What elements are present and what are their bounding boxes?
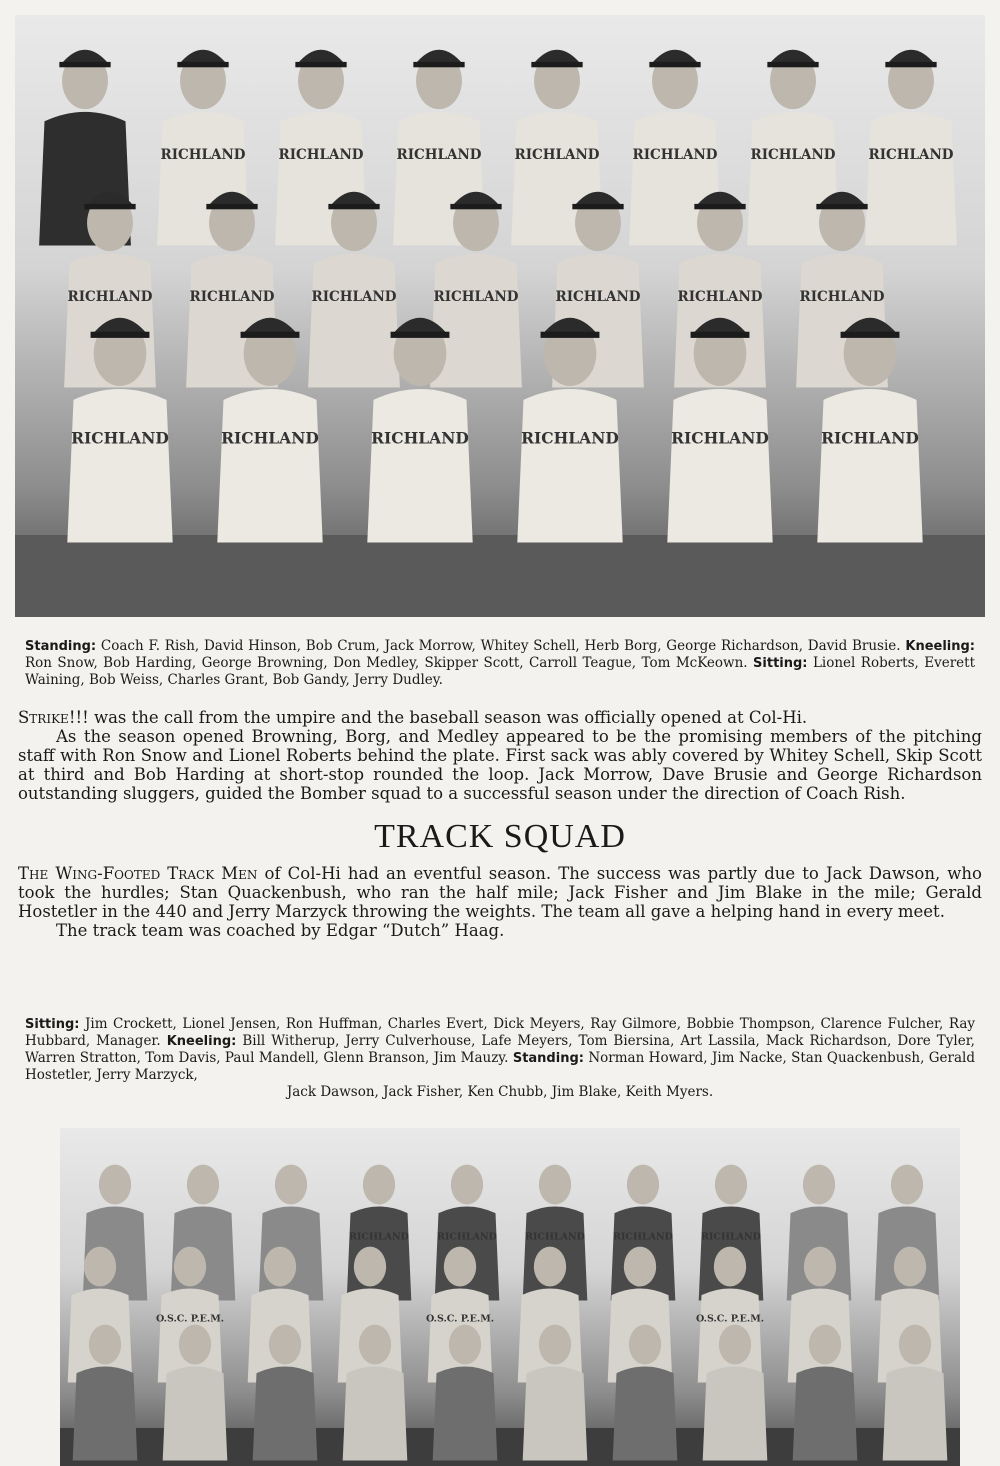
jersey-lettering: RICHLAND	[701, 1231, 761, 1243]
cap-brim	[206, 204, 257, 209]
cap-brim	[295, 62, 346, 67]
head	[803, 1165, 835, 1205]
caption-kneeling-names: Bill Witherup, Jerry Culverhouse, Lafe Meyers, Tom Biersina, Art Lassila, Mack Richardson, Dore Tyler, Warren Stratton, Tom Davis, Paul Mandell, Glenn Branson, Jim Mauzy.	[25, 1033, 975, 1066]
head	[269, 1325, 301, 1365]
torso	[703, 1366, 768, 1460]
head	[179, 1325, 211, 1365]
head	[714, 1247, 746, 1287]
cap-brim	[391, 332, 450, 338]
torso	[163, 1366, 228, 1460]
caption-standing-names: Coach F. Rish, David Hinson, Bob Crum, Jack Morrow, Whitey Schell, Herb Borg, George Richardson, David Brusie.	[100, 638, 901, 654]
track-photo-caption	[25, 1016, 975, 1101]
head	[891, 1165, 923, 1205]
head	[629, 1325, 661, 1365]
head	[804, 1247, 836, 1287]
baseball-lead-word: Strike	[18, 708, 69, 727]
baseball-photo-caption	[25, 638, 975, 689]
track-paragraph-1-text: of Col-Hi had an eventful season. The success was partly due to Jack Dawson, who took the hurdles; Stan Quackenbush, who ran the half mile; Jack Fisher and Jim Blake in the mile; Gerald Hostetler in the 440 and Jerry Marzyck throwing the weights. The team all gave a helping hand in every meet.	[18, 864, 982, 921]
head	[354, 1247, 386, 1287]
torso	[517, 389, 622, 542]
head	[449, 1325, 481, 1365]
jersey-lettering: RICHLAND	[671, 428, 769, 448]
torso	[613, 1366, 678, 1460]
head	[99, 1165, 131, 1205]
jersey-lettering: RICHLAND	[521, 428, 619, 448]
cap-brim	[767, 62, 818, 67]
team-member	[865, 50, 957, 246]
torso	[308, 254, 400, 388]
jersey-lettering: RICHLAND	[525, 1231, 585, 1243]
head	[809, 1325, 841, 1365]
jersey-lettering: RICHLAND	[750, 147, 836, 164]
jersey-lettering: RICHLAND	[433, 289, 519, 306]
jersey-lettering: RICHLAND	[349, 1231, 409, 1243]
caption-standing-names-continued: Jack Dawson, Jack Fisher, Ken Chubb, Jim Blake, Keith Myers.	[286, 1084, 714, 1100]
torso	[433, 1366, 498, 1460]
track-article	[18, 864, 982, 940]
cap-brim	[91, 332, 150, 338]
cap-brim	[541, 332, 600, 338]
head	[84, 1247, 116, 1287]
head	[534, 1247, 566, 1287]
baseball-article	[18, 708, 982, 803]
jersey-lettering: RICHLAND	[71, 428, 169, 448]
torso	[883, 1366, 948, 1460]
jersey-lettering: O.S.C. P.E.M.	[695, 1313, 765, 1325]
jersey-lettering: RICHLAND	[221, 428, 319, 448]
baseball-team-photo-drawing	[15, 15, 985, 617]
track-paragraph-1	[18, 864, 982, 921]
torso	[817, 389, 922, 542]
head	[539, 1165, 571, 1205]
track-paragraph-2: The track team was coached by Edgar “Dutch” Haag.	[56, 921, 505, 940]
torso	[367, 389, 472, 542]
head	[275, 1165, 307, 1205]
torso	[523, 1366, 588, 1460]
jersey-lettering: RICHLAND	[160, 147, 246, 164]
jersey-lettering: RICHLAND	[514, 147, 600, 164]
jersey-lettering: RICHLAND	[437, 1231, 497, 1243]
jersey-lettering: RICHLAND	[396, 147, 482, 164]
torso	[217, 389, 322, 542]
jersey-lettering: RICHLAND	[278, 147, 364, 164]
track-team-photo	[60, 1128, 960, 1466]
head	[89, 1325, 121, 1365]
caption-kneeling-label: Kneeling:	[905, 639, 976, 654]
cap-brim	[413, 62, 464, 67]
jersey-lettering: RICHLAND	[613, 1231, 673, 1243]
torso	[253, 1366, 318, 1460]
torso	[667, 389, 772, 542]
jersey-lettering: O.S.C. P.E.M.	[155, 1313, 225, 1325]
caption-sitting-label: Sitting:	[25, 1017, 80, 1032]
jersey-lettering: RICHLAND	[677, 289, 763, 306]
torso	[430, 254, 522, 388]
jersey-lettering: O.S.C. P.E.M.	[425, 1313, 495, 1325]
cap-brim	[531, 62, 582, 67]
caption-sitting-names: Lionel Roberts, Everett Waining, Bob Weiss, Charles Grant, Bob Gandy, Jerry Dudley.	[25, 655, 976, 688]
caption-kneeling-names: Ron Snow, Bob Harding, George Browning, Don Medley, Skipper Scott, Carroll Teague, Tom McKeown.	[25, 655, 748, 671]
jersey-lettering: RICHLAND	[311, 289, 397, 306]
cap-brim	[691, 332, 750, 338]
cap-brim	[885, 62, 936, 67]
torso	[793, 1366, 858, 1460]
head	[363, 1165, 395, 1205]
head	[174, 1247, 206, 1287]
torso	[343, 1366, 408, 1460]
baseball-paragraph-2: As the season opened Browning, Borg, and Medley appeared to be the promising members of the pitching staff with Ron Snow and Lionel Roberts behind the plate. First sack was ably covered by Whitey Schell, Skip Scott at third and Bob Harding at short-stop rounded the loop. Jack Morrow, Dave Brusie and George Richardson outstanding sluggers, guided the Bomber squad to a successful season under the direction of Coach Rish.	[18, 727, 982, 803]
jersey-lettering: RICHLAND	[189, 289, 275, 306]
jersey-lettering: RICHLAND	[632, 147, 718, 164]
torso	[67, 389, 172, 542]
head	[444, 1247, 476, 1287]
caption-kneeling-label: Kneeling:	[166, 1034, 237, 1049]
cap-brim	[59, 62, 110, 67]
jersey-lettering: RICHLAND	[799, 289, 885, 306]
jersey-lettering: RICHLAND	[555, 289, 641, 306]
head	[451, 1165, 483, 1205]
cap-brim	[241, 332, 300, 338]
cap-brim	[572, 204, 623, 209]
baseball-paragraph-1	[18, 708, 982, 727]
cap-brim	[841, 332, 900, 338]
baseball-paragraph-1-text: !!! was the call from the umpire and the baseball season was officially opened at Col-Hi.	[68, 708, 808, 727]
head	[264, 1247, 296, 1287]
torso	[73, 1366, 138, 1460]
cap-brim	[816, 204, 867, 209]
cap-brim	[84, 204, 135, 209]
track-squad-heading: TRACK SQUAD	[374, 818, 626, 855]
head	[899, 1325, 931, 1365]
track-lead-phrase: The Wing-Footed Track Men	[18, 864, 258, 883]
head	[539, 1325, 571, 1365]
jersey-lettering: RICHLAND	[821, 428, 919, 448]
caption-sitting-names: Jim Crockett, Lionel Jensen, Ron Huffman, Charles Evert, Dick Meyers, Ray Gilmore, Bobbie Thompson, Clarence Fulcher, Ray Hubbard, Manager.	[25, 1016, 975, 1049]
head	[627, 1165, 659, 1205]
caption-standing-label: Standing:	[512, 1051, 584, 1066]
head	[187, 1165, 219, 1205]
track-team-photo-drawing	[60, 1128, 960, 1466]
jersey-lettering: RICHLAND	[67, 289, 153, 306]
head	[719, 1325, 751, 1365]
cap-brim	[649, 62, 700, 67]
cap-brim	[450, 204, 501, 209]
caption-sitting-label: Sitting:	[753, 656, 808, 671]
head	[624, 1247, 656, 1287]
cap-brim	[177, 62, 228, 67]
caption-standing-names: Norman Howard, Jim Nacke, Stan Quackenbush, Gerald Hostetler, Jerry Marzyck,	[25, 1050, 976, 1083]
baseball-team-photo	[15, 15, 985, 617]
caption-standing-label: Standing:	[25, 639, 97, 654]
torso	[865, 112, 957, 246]
head	[359, 1325, 391, 1365]
jersey-lettering: RICHLAND	[371, 428, 469, 448]
head	[715, 1165, 747, 1205]
cap-brim	[694, 204, 745, 209]
jersey-lettering: RICHLAND	[868, 147, 954, 164]
grass	[15, 535, 985, 617]
cap-brim	[328, 204, 379, 209]
head	[894, 1247, 926, 1287]
